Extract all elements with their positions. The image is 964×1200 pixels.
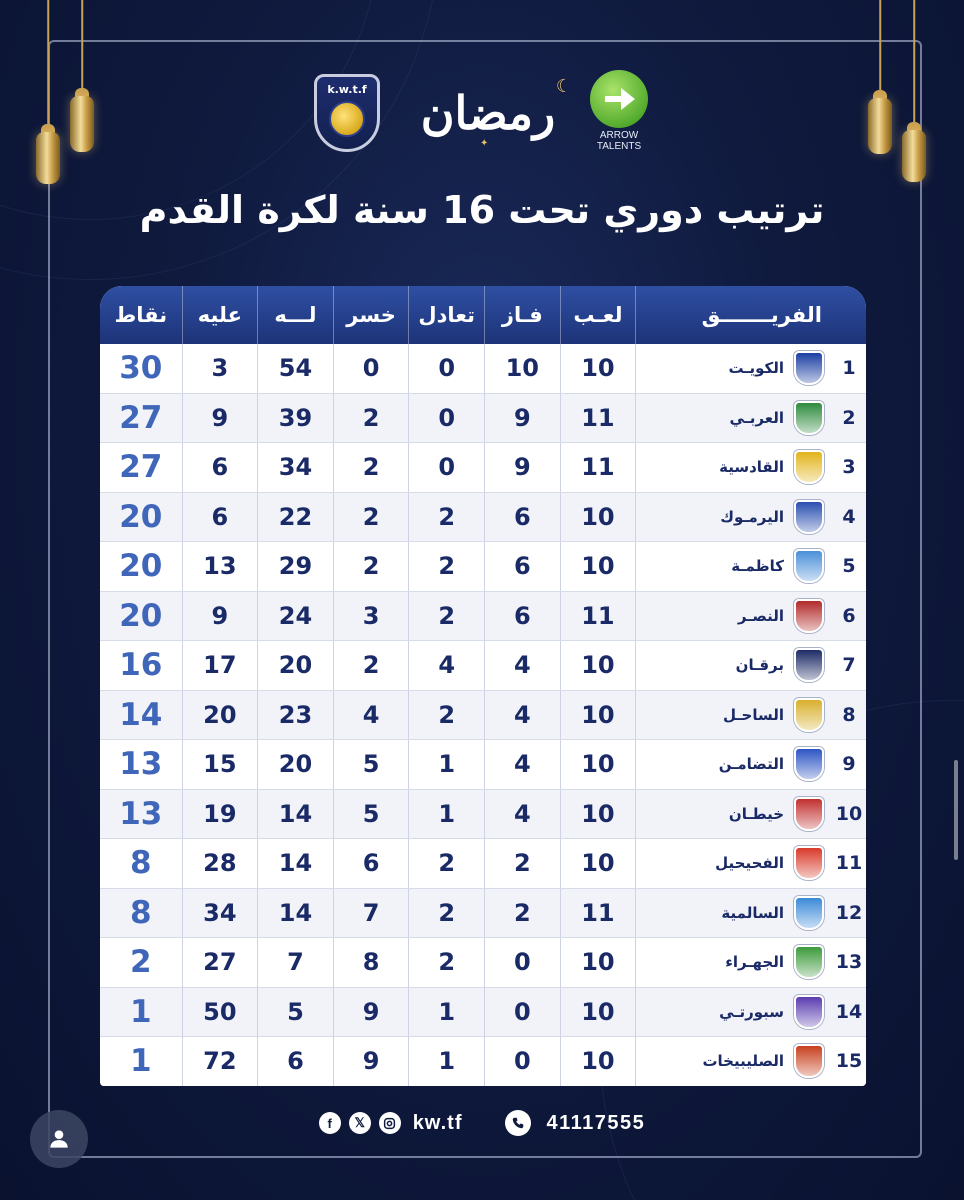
goals-against-cell: 9 — [182, 394, 258, 443]
phone-icon[interactable] — [505, 1110, 531, 1136]
page-title: ترتيب دوري تحت 16 سنة لكرة القدم — [139, 188, 825, 232]
played-cell: 10 — [560, 938, 636, 987]
lost-cell: 2 — [333, 443, 409, 492]
team-cell — [635, 542, 866, 591]
arrow-talents-logo — [586, 70, 652, 156]
won-cell: 0 — [484, 938, 560, 987]
played-cell: 10 — [560, 839, 636, 888]
goals-against-cell: 34 — [182, 889, 258, 938]
lost-cell: 2 — [333, 641, 409, 690]
team-crest-icon — [794, 995, 824, 1029]
won-cell: 6 — [484, 542, 560, 591]
team-name: خيطـان — [728, 804, 784, 823]
team-name: النصـر — [737, 606, 784, 625]
drawn-cell: 2 — [408, 889, 484, 938]
team-cell — [635, 938, 866, 987]
column-header-goals-for: لـــه — [257, 286, 333, 344]
drawn-cell: 1 — [408, 790, 484, 839]
team-cell — [635, 740, 866, 789]
team-crest-icon — [794, 450, 824, 484]
ramadan-logo — [396, 76, 580, 150]
played-cell: 10 — [560, 542, 636, 591]
drawn-cell: 4 — [408, 641, 484, 690]
team-name: التضامـن — [718, 755, 784, 774]
team-crest-icon — [794, 945, 824, 979]
goals-for-cell: 29 — [257, 542, 333, 591]
column-header-team: الفريـــــــق — [635, 286, 866, 344]
column-header-drawn: تعادل — [408, 286, 484, 344]
rank: 2 — [842, 406, 856, 429]
team-crest-icon — [794, 797, 824, 831]
team-crest-icon — [794, 500, 824, 534]
won-cell: 6 — [484, 493, 560, 542]
points-cell: 1 — [130, 993, 152, 1030]
logo-bar — [0, 70, 964, 160]
goals-for-cell: 6 — [257, 1037, 333, 1086]
points-cell: 14 — [119, 696, 163, 733]
points-cell: 20 — [119, 498, 163, 535]
column-header-won: فـاز — [484, 286, 560, 344]
standings-table — [100, 286, 866, 1086]
goals-for-cell: 20 — [257, 641, 333, 690]
team-name: العربـي — [729, 408, 784, 427]
team-cell — [635, 790, 866, 839]
rank: 4 — [842, 505, 856, 528]
drawn-cell: 2 — [408, 839, 484, 888]
column-header-points: نقاط — [114, 303, 168, 327]
team-crest-icon — [794, 648, 824, 682]
won-cell: 9 — [484, 394, 560, 443]
rank: 8 — [842, 703, 856, 726]
team-crest-icon — [794, 747, 824, 781]
team-crest-icon — [794, 846, 824, 880]
team-cell — [635, 592, 866, 641]
team-cell — [635, 344, 866, 393]
team-cell — [635, 1037, 866, 1086]
team-cell — [635, 889, 866, 938]
drawn-cell: 2 — [408, 691, 484, 740]
star-icon: ✦ — [480, 138, 489, 149]
goals-against-cell: 15 — [182, 740, 258, 789]
team-name: كاظمـة — [731, 557, 784, 576]
lost-cell: 8 — [333, 938, 409, 987]
won-cell: 2 — [484, 839, 560, 888]
instagram-icon[interactable] — [379, 1112, 401, 1134]
drawn-cell: 2 — [408, 542, 484, 591]
table-row — [100, 394, 866, 444]
goals-for-cell: 23 — [257, 691, 333, 740]
team-name: الفحيحيل — [715, 854, 784, 873]
profile-avatar-icon[interactable] — [30, 1110, 88, 1168]
played-cell: 11 — [560, 592, 636, 641]
drawn-cell: 2 — [408, 592, 484, 641]
team-cell — [635, 691, 866, 740]
rank: 10 — [835, 802, 863, 825]
table-row — [100, 592, 866, 642]
team-crest-icon — [794, 896, 824, 930]
won-cell: 9 — [484, 443, 560, 492]
table-body — [100, 344, 866, 1086]
facebook-icon[interactable]: f — [319, 1112, 341, 1134]
won-cell: 4 — [484, 790, 560, 839]
played-cell: 10 — [560, 790, 636, 839]
table-row — [100, 641, 866, 691]
goals-for-cell: 22 — [257, 493, 333, 542]
goals-against-cell: 3 — [182, 344, 258, 393]
rank: 9 — [842, 753, 856, 776]
table-row — [100, 542, 866, 592]
goals-for-cell: 54 — [257, 344, 333, 393]
arrow-icon — [590, 70, 648, 128]
goals-for-cell: 14 — [257, 790, 333, 839]
played-cell: 11 — [560, 394, 636, 443]
table-row — [100, 740, 866, 790]
rank: 6 — [842, 604, 856, 627]
lost-cell: 2 — [333, 493, 409, 542]
won-cell: 2 — [484, 889, 560, 938]
goals-against-cell: 72 — [182, 1037, 258, 1086]
phone-number[interactable]: 41117555 — [546, 1111, 646, 1134]
team-name: القادسية — [719, 458, 784, 477]
ramadan-logo-text: رمضان — [420, 86, 556, 140]
table-row — [100, 443, 866, 493]
points-cell: 8 — [130, 894, 152, 931]
table-row — [100, 839, 866, 889]
points-cell: 13 — [119, 746, 163, 783]
points-cell: 13 — [119, 795, 163, 832]
arrow-talents-label: ARROW TALENTS — [596, 130, 642, 152]
played-cell: 10 — [560, 740, 636, 789]
table-row — [100, 938, 866, 988]
team-cell — [635, 493, 866, 542]
played-cell: 10 — [560, 988, 636, 1037]
team-cell — [635, 641, 866, 690]
played-cell: 10 — [560, 1037, 636, 1086]
scrollbar[interactable] — [954, 760, 958, 860]
team-crest-icon — [794, 351, 824, 385]
footer — [0, 1106, 964, 1140]
team-cell — [635, 839, 866, 888]
lost-cell: 5 — [333, 740, 409, 789]
table-row — [100, 988, 866, 1038]
goals-against-cell: 17 — [182, 641, 258, 690]
lost-cell: 2 — [333, 394, 409, 443]
x-icon[interactable]: 𝕏 — [349, 1112, 371, 1134]
goals-against-cell: 13 — [182, 542, 258, 591]
goals-for-cell: 5 — [257, 988, 333, 1037]
column-header-lost: خسر — [333, 286, 409, 344]
goals-for-cell: 7 — [257, 938, 333, 987]
goals-for-cell: 39 — [257, 394, 333, 443]
played-cell: 10 — [560, 641, 636, 690]
rank: 11 — [835, 852, 863, 875]
lost-cell: 5 — [333, 790, 409, 839]
drawn-cell: 0 — [408, 394, 484, 443]
team-cell — [635, 394, 866, 443]
lost-cell: 7 — [333, 889, 409, 938]
team-crest-icon — [794, 599, 824, 633]
team-name: السالمية — [721, 903, 784, 922]
team-crest-icon — [794, 401, 824, 435]
drawn-cell: 0 — [408, 344, 484, 393]
played-cell: 10 — [560, 344, 636, 393]
points-cell: 1 — [130, 1043, 152, 1080]
drawn-cell: 1 — [408, 988, 484, 1037]
points-cell: 30 — [119, 350, 163, 387]
lost-cell: 4 — [333, 691, 409, 740]
points-cell: 20 — [119, 548, 163, 585]
table-row — [100, 790, 866, 840]
team-crest-icon — [794, 698, 824, 732]
goals-for-cell: 34 — [257, 443, 333, 492]
table-row — [100, 493, 866, 543]
lost-cell: 6 — [333, 839, 409, 888]
played-cell: 11 — [560, 889, 636, 938]
team-cell — [635, 443, 866, 492]
points-cell: 16 — [119, 647, 163, 684]
team-cell — [635, 988, 866, 1037]
points-cell: 2 — [130, 944, 152, 981]
rank: 5 — [842, 555, 856, 578]
rank: 15 — [835, 1050, 863, 1073]
table-row — [100, 889, 866, 939]
rank: 7 — [842, 654, 856, 677]
rank: 14 — [835, 1000, 863, 1023]
lost-cell: 3 — [333, 592, 409, 641]
goals-for-cell: 24 — [257, 592, 333, 641]
points-cell: 27 — [119, 399, 163, 436]
won-cell: 0 — [484, 1037, 560, 1086]
rank: 1 — [842, 357, 856, 380]
won-cell: 4 — [484, 691, 560, 740]
rank: 3 — [842, 456, 856, 479]
played-cell: 10 — [560, 493, 636, 542]
lost-cell: 9 — [333, 1037, 409, 1086]
goals-against-cell: 27 — [182, 938, 258, 987]
points-cell: 27 — [119, 449, 163, 486]
column-header-goals-against: عليه — [182, 286, 258, 344]
team-name: الجهـراء — [725, 953, 784, 972]
team-name: اليرمـوك — [720, 507, 784, 526]
table-row — [100, 1037, 866, 1086]
goals-for-cell: 14 — [257, 839, 333, 888]
drawn-cell: 1 — [408, 1037, 484, 1086]
goals-for-cell: 20 — [257, 740, 333, 789]
column-header-played: لعـب — [560, 286, 636, 344]
played-cell: 11 — [560, 443, 636, 492]
football-icon — [329, 101, 365, 137]
goals-against-cell: 6 — [182, 493, 258, 542]
team-name: الساحـل — [723, 705, 784, 724]
team-name: الصليبيخات — [702, 1052, 784, 1071]
team-crest-icon — [794, 1044, 824, 1078]
table-header-row — [100, 286, 866, 344]
crescent-icon: ☾ — [555, 76, 572, 97]
played-cell: 10 — [560, 691, 636, 740]
goals-against-cell: 28 — [182, 839, 258, 888]
won-cell: 6 — [484, 592, 560, 641]
won-cell: 10 — [484, 344, 560, 393]
team-crest-icon — [794, 549, 824, 583]
points-cell: 8 — [130, 845, 152, 882]
kwtf-logo-text: k.w.t.f — [327, 83, 367, 96]
rank: 12 — [835, 901, 863, 924]
goals-against-cell: 19 — [182, 790, 258, 839]
goals-against-cell: 6 — [182, 443, 258, 492]
lost-cell: 9 — [333, 988, 409, 1037]
rank: 13 — [835, 951, 863, 974]
team-name: برقـان — [735, 656, 784, 675]
goals-against-cell: 20 — [182, 691, 258, 740]
won-cell: 4 — [484, 740, 560, 789]
social-handle[interactable]: kw.tf — [412, 1111, 463, 1134]
lost-cell: 2 — [333, 542, 409, 591]
won-cell: 4 — [484, 641, 560, 690]
lost-cell: 0 — [333, 344, 409, 393]
won-cell: 0 — [484, 988, 560, 1037]
team-name: سبورتـي — [719, 1002, 784, 1021]
goals-against-cell: 9 — [182, 592, 258, 641]
drawn-cell: 0 — [408, 443, 484, 492]
drawn-cell: 2 — [408, 493, 484, 542]
team-name: الكويـت — [728, 359, 784, 378]
drawn-cell: 1 — [408, 740, 484, 789]
drawn-cell: 2 — [408, 938, 484, 987]
goals-against-cell: 50 — [182, 988, 258, 1037]
table-row — [100, 691, 866, 741]
goals-for-cell: 14 — [257, 889, 333, 938]
points-cell: 20 — [119, 597, 163, 634]
table-row — [100, 344, 866, 394]
kwtf-logo — [314, 74, 380, 152]
